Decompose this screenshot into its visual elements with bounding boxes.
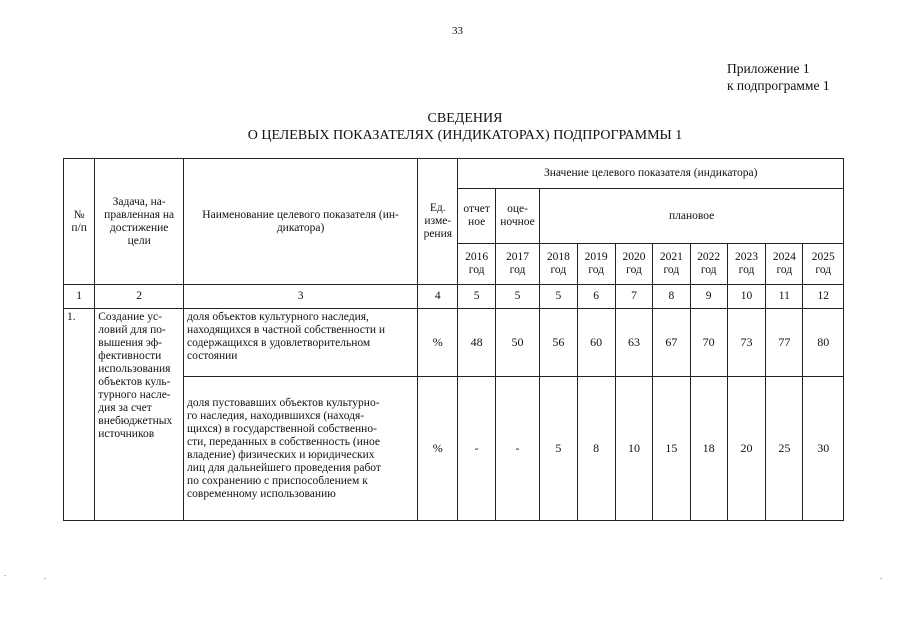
value-cell: -: [495, 377, 539, 521]
value-cell: 80: [803, 309, 844, 377]
column-number: 6: [577, 285, 615, 309]
column-number: 4: [418, 285, 458, 309]
column-number: 5: [458, 285, 495, 309]
value-cell: 56: [540, 309, 577, 377]
title-line-2: О ЦЕЛЕВЫХ ПОКАЗАТЕЛЯХ (ИНДИКАТОРАХ) ПОДПРОГРАММЫ 1: [247, 128, 683, 143]
column-number: 5: [495, 285, 539, 309]
scan-speck: [44, 578, 46, 579]
row-indicator: доля пустовавших объектов культурно- го наследия, находившихся (находя- щихся) в государственной собственно- сти, переданных в собственность (иное владение) физических и юридических лиц для дальнейшего проведения работ по сохранению с приспособлением к современному использованию: [184, 377, 418, 521]
year-2020: 2020 год: [615, 244, 652, 285]
row-indicator: доля объектов культурного наследия, находящихся в частной собственности и содержащихся в удовлетворительном состоянии: [184, 309, 418, 377]
value-cell: 77: [766, 309, 803, 377]
header-task: Задача, на- правленная на достижение цели: [95, 159, 184, 285]
column-number: 1: [64, 285, 95, 309]
value-cell: 48: [458, 309, 495, 377]
column-number: 3: [184, 285, 418, 309]
column-number: 2: [95, 285, 184, 309]
value-cell: 20: [727, 377, 765, 521]
year-2024: 2024 год: [766, 244, 803, 285]
document-title: [0, 110, 905, 144]
row-unit: %: [418, 309, 458, 377]
value-cell: 30: [803, 377, 844, 521]
table-row: [64, 309, 844, 377]
column-number: 7: [615, 285, 652, 309]
column-number: 12: [803, 285, 844, 309]
row-unit: %: [418, 377, 458, 521]
year-2023: 2023 год: [727, 244, 765, 285]
value-cell: 67: [653, 309, 690, 377]
header-row-1: [64, 159, 844, 189]
scan-speck: [880, 578, 882, 579]
column-number: 11: [766, 285, 803, 309]
year-2016: 2016 год: [458, 244, 495, 285]
value-cell: 50: [495, 309, 539, 377]
column-number: 8: [653, 285, 690, 309]
year-2021: 2021 год: [653, 244, 690, 285]
row-task: Создание ус- ловий для по- вышения эф- фективности использования объектов куль- турного насле- дия за счет внебюджетных источников: [95, 309, 184, 521]
title-line-1: СВЕДЕНИЯ: [427, 111, 503, 126]
appendix-line-1: Приложение 1: [727, 61, 810, 76]
header-value-group: Значение целевого показателя (индикатора): [458, 159, 844, 189]
column-number: 5: [540, 285, 577, 309]
column-number: 9: [690, 285, 727, 309]
value-cell: 8: [577, 377, 615, 521]
row-number: 1.: [64, 309, 95, 521]
scan-speck: [4, 575, 6, 576]
column-number: 10: [727, 285, 765, 309]
value-cell: 25: [766, 377, 803, 521]
value-cell: 60: [577, 309, 615, 377]
value-cell: 15: [653, 377, 690, 521]
header-estimate: оце- ночное: [495, 189, 539, 244]
year-2022: 2022 год: [690, 244, 727, 285]
value-cell: 18: [690, 377, 727, 521]
appendix-note: [727, 60, 830, 94]
year-2018: 2018 год: [540, 244, 577, 285]
value-cell: -: [458, 377, 495, 521]
year-2019: 2019 год: [577, 244, 615, 285]
year-2025: 2025 год: [803, 244, 844, 285]
column-numbers-row: [64, 285, 844, 309]
header-num: № п/п: [64, 159, 95, 285]
value-cell: 63: [615, 309, 652, 377]
appendix-line-2: к подпрограмме 1: [727, 78, 830, 93]
header-indicator-name: Наименование целевого показателя (ин- дикатора): [184, 159, 418, 285]
header-unit: Ед. изме- рения: [418, 159, 458, 285]
header-planned: плановое: [540, 189, 844, 244]
indicators-table: [63, 158, 844, 521]
page-number: 33: [452, 25, 463, 37]
value-cell: 73: [727, 309, 765, 377]
value-cell: 5: [540, 377, 577, 521]
value-cell: 10: [615, 377, 652, 521]
header-report: отчет ное: [458, 189, 495, 244]
value-cell: 70: [690, 309, 727, 377]
year-2017: 2017 год: [495, 244, 539, 285]
